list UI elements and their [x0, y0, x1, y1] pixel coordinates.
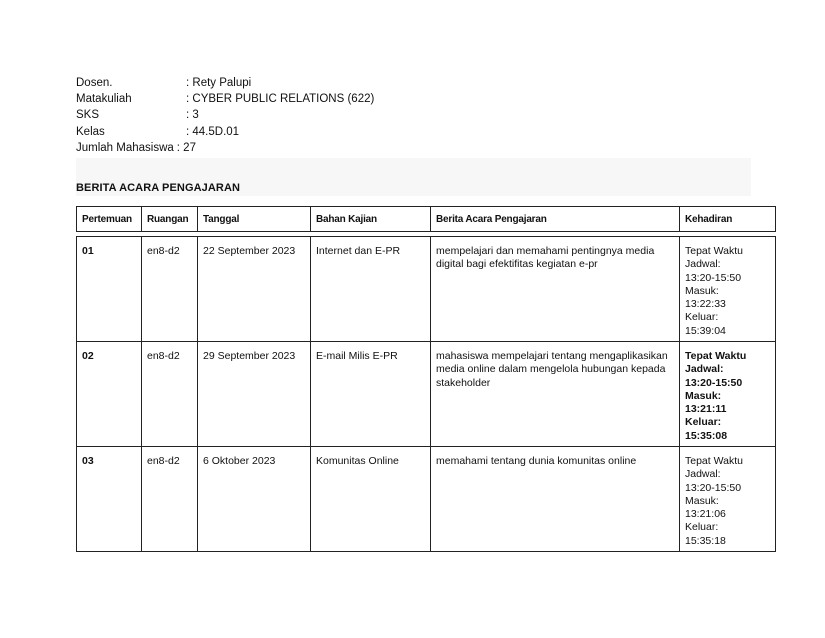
header-kehadiran: Kehadiran: [680, 207, 776, 232]
kehadiran-status: Tepat Waktu: [685, 455, 743, 467]
kehadiran-status: Tepat Waktu: [685, 350, 747, 362]
cell-kehadiran: [680, 342, 776, 447]
cell-bahan-kajian: Komunitas Online: [311, 447, 431, 552]
kehadiran-line: Masuk:: [685, 389, 722, 402]
cell-pertemuan: 02: [77, 342, 142, 447]
cell-berita-acara: memahami tentang dunia komunitas online: [431, 447, 680, 552]
info-label: Dosen.: [76, 77, 113, 89]
cell-berita-acara: mempelajari dan memahami pentingnya media digital bagi efektifitas kegiatan e-pr: [431, 237, 680, 342]
cell-tanggal: 22 September 2023: [198, 237, 311, 342]
info-label: Kelas: [76, 125, 105, 138]
cell-bahan-kajian: Internet dan E-PR: [311, 237, 431, 342]
kehadiran-line: Masuk:: [685, 284, 719, 297]
cell-ruangan: en8-d2: [142, 447, 198, 552]
header-pertemuan: Pertemuan: [77, 207, 142, 232]
cell-bahan-kajian: E-mail Milis E-PR: [311, 342, 431, 447]
info-value: : 27: [176, 141, 196, 154]
kehadiran-line: 15:35:18: [685, 534, 726, 547]
cell-kehadiran: [680, 447, 776, 552]
kehadiran-line: 13:20-15:50: [685, 271, 742, 284]
kehadiran-line: Keluar:: [685, 416, 722, 429]
kehadiran-line: Jadwal:: [685, 258, 721, 271]
cell-berita-acara: mahasiswa mempelajari tentang mengaplikasikan media online dalam mengelola hubungan kepada stakeholder: [431, 342, 680, 447]
info-label: Matakuliah: [76, 93, 132, 106]
header-berita-acara: Berita Acara Pengajaran: [431, 207, 680, 232]
kehadiran-line: 13:22:33: [685, 298, 726, 311]
cell-ruangan: en8-d2: [142, 342, 198, 447]
section-title: BERITA ACARA PENGAJARAN: [76, 182, 241, 194]
kehadiran-line: 15:39:04: [685, 324, 726, 337]
kehadiran-line: Jadwal:: [685, 468, 721, 481]
cell-kehadiran: [680, 237, 776, 342]
kehadiran-line: Masuk:: [685, 494, 719, 507]
kehadiran-line: 13:21:06: [685, 508, 726, 521]
info-value: : Rety Palupi: [186, 77, 252, 89]
lecture-info: [76, 75, 374, 156]
berita-acara-table: [76, 206, 776, 552]
info-row-matakuliah: [76, 91, 374, 107]
kehadiran-status: Tepat Waktu: [685, 245, 743, 257]
info-label: SKS: [76, 109, 100, 122]
kehadiran-line: 13:21:11: [685, 403, 727, 416]
header-ruangan: Ruangan: [142, 207, 198, 232]
cell-pertemuan: 01: [77, 237, 142, 342]
kehadiran-line: 13:20-15:50: [685, 481, 742, 494]
kehadiran-line: 13:20-15:50: [685, 376, 743, 389]
info-row-kelas: [76, 124, 374, 140]
info-value: : 44.5D.01: [186, 125, 240, 138]
cell-pertemuan: 03: [77, 447, 142, 552]
info-row-dosen: [76, 75, 374, 91]
table-header-row: [77, 207, 776, 232]
kehadiran-line: 15:35:08: [685, 429, 728, 442]
info-row-jumlah-mahasiswa: [76, 140, 374, 156]
kehadiran-line: Keluar:: [685, 521, 719, 534]
kehadiran-line: Keluar:: [685, 311, 719, 324]
info-label: Jumlah Mahasiswa: [76, 141, 174, 154]
table-row: [77, 447, 776, 552]
header-bahan-kajian: Bahan Kajian: [311, 207, 431, 232]
table-row: [77, 342, 776, 447]
info-value: : CYBER PUBLIC RELATIONS (622): [186, 93, 375, 106]
info-value: : 3: [186, 109, 199, 122]
kehadiran-line: Jadwal:: [685, 363, 724, 376]
cell-ruangan: en8-d2: [142, 237, 198, 342]
cell-tanggal: 29 September 2023: [198, 342, 311, 447]
cell-tanggal: 6 Oktober 2023: [198, 447, 311, 552]
header-tanggal: Tanggal: [198, 207, 311, 232]
table-row: [77, 237, 776, 342]
info-row-sks: [76, 107, 374, 123]
